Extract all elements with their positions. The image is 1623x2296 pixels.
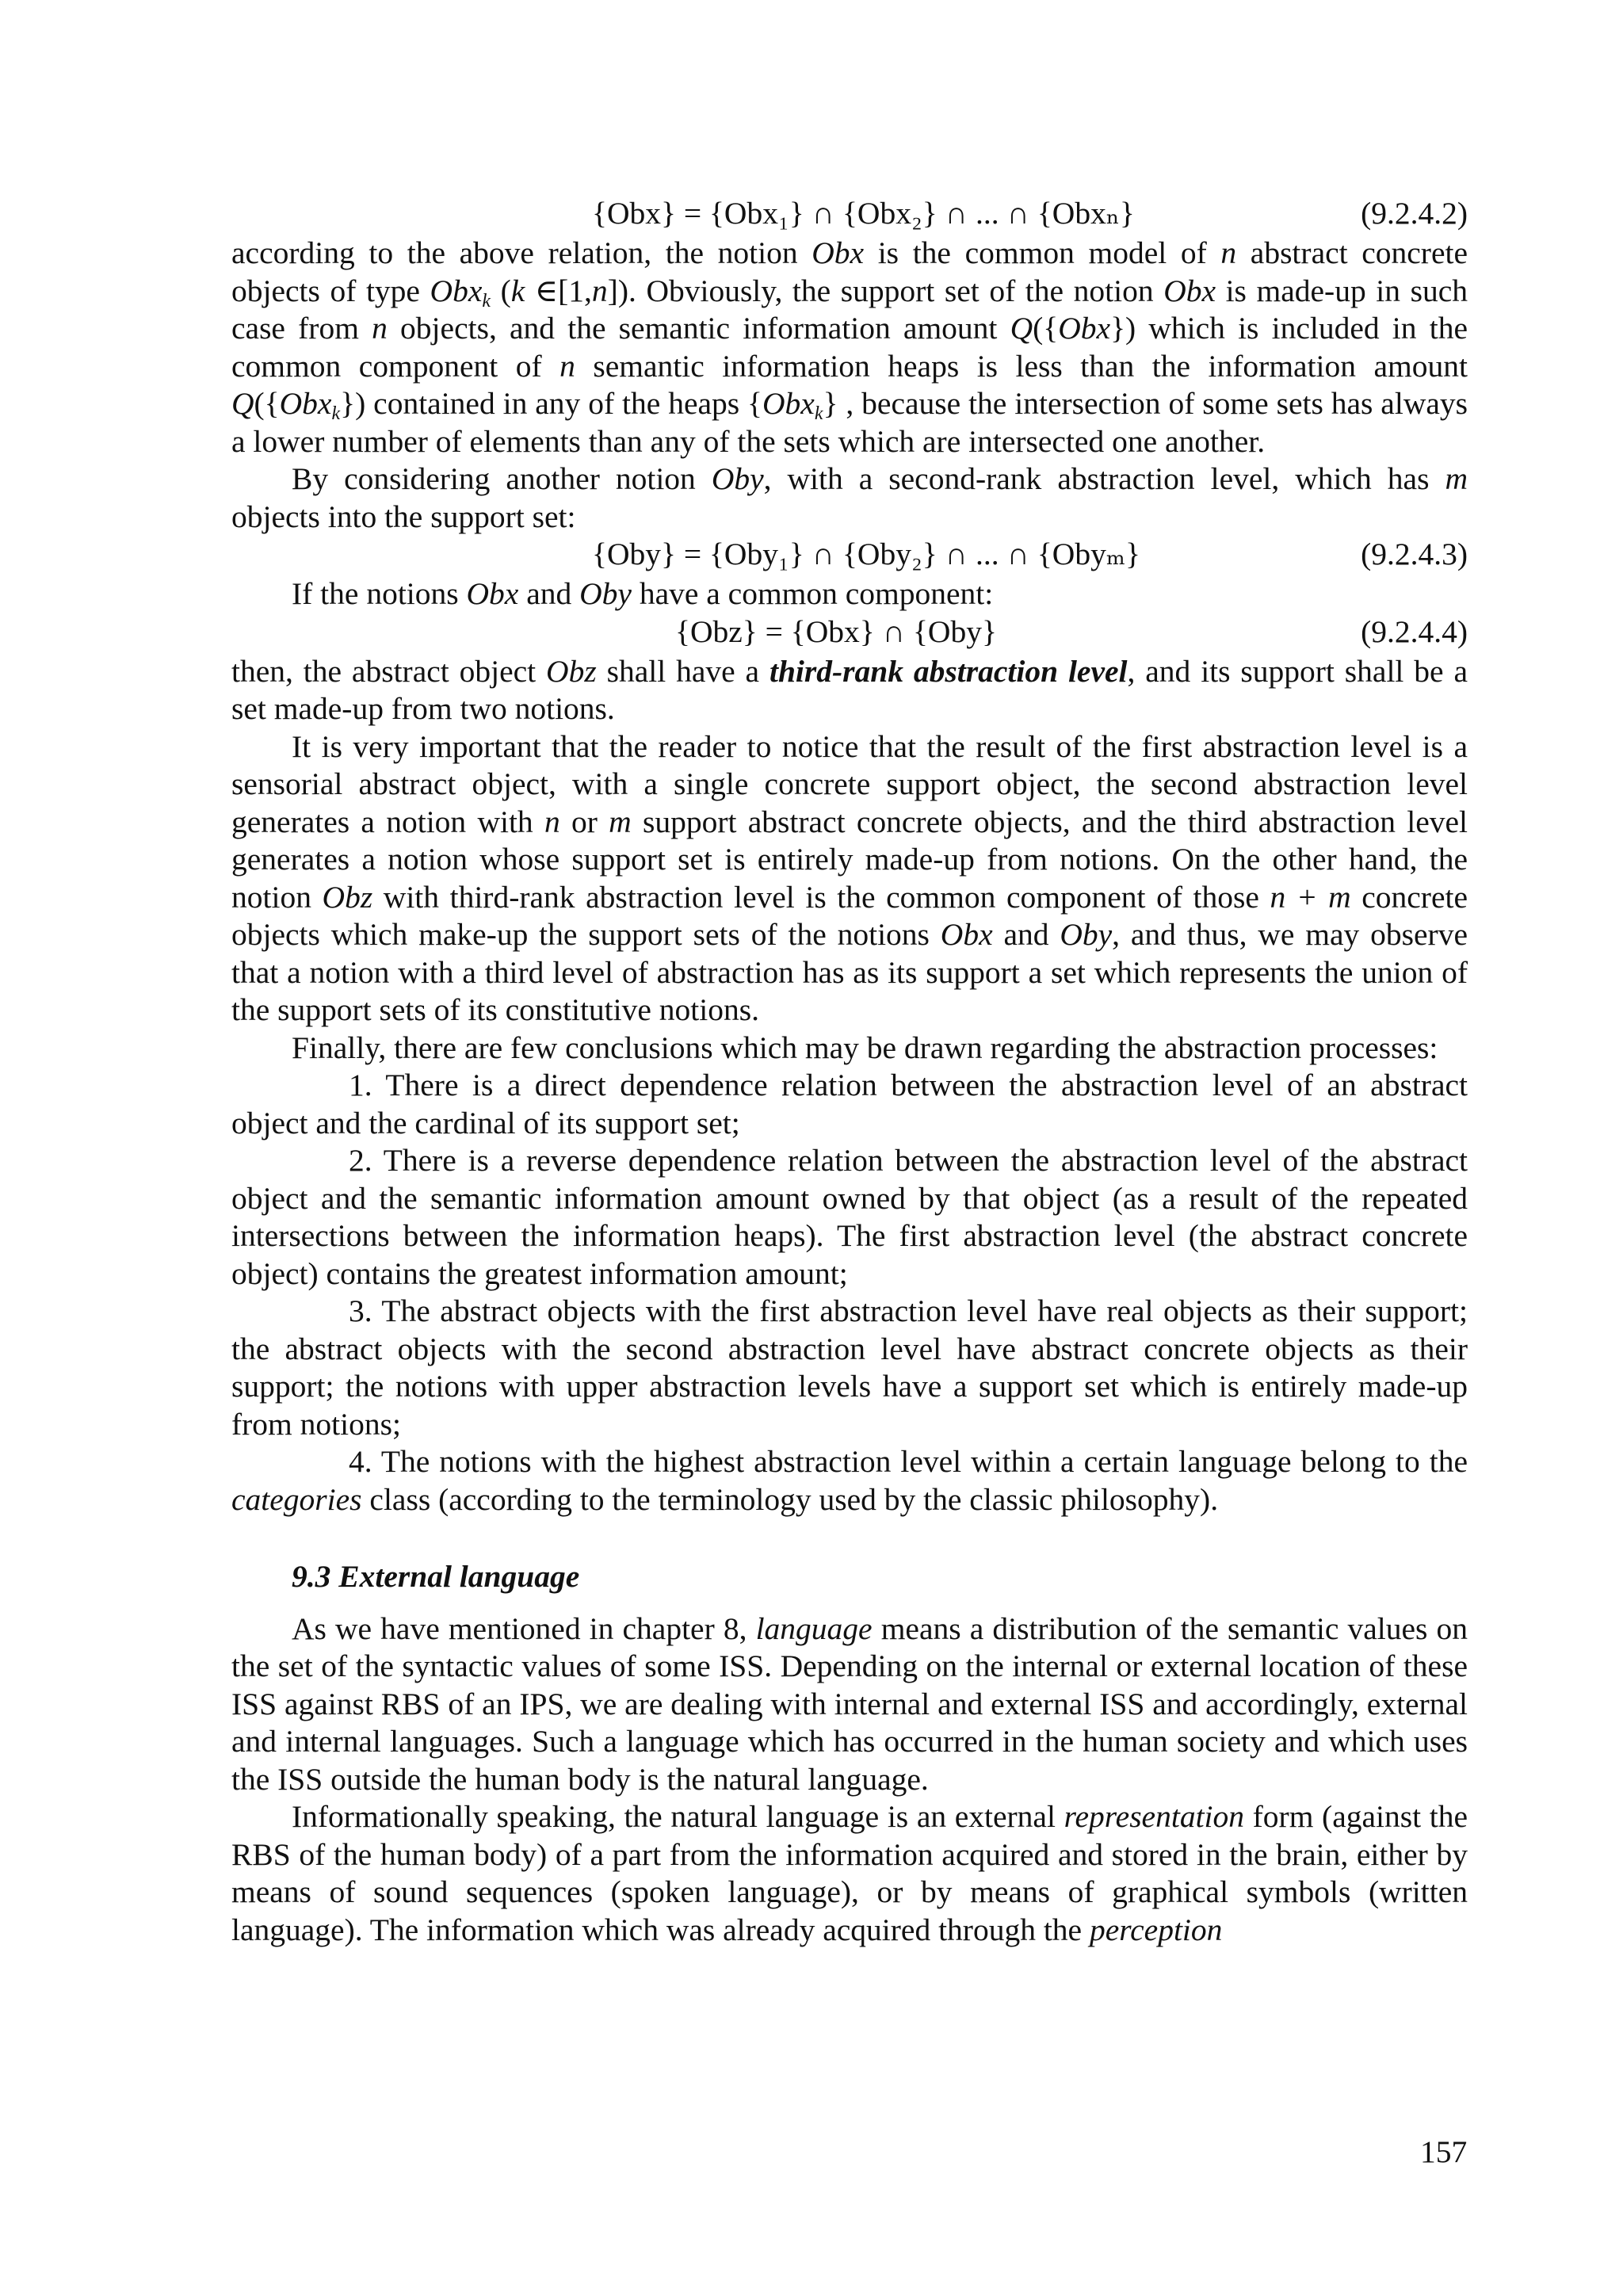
paragraph-abstraction-levels: It is very important that the reader to notice that the result of the first abstraction level is a sensorial abstract object, with a single concrete support object, the second abstraction level generates a notion with n or m support abstract concrete objects, and the third abstraction level generates a notion whose support set is entirely made-up from notions. On the other hand, the notion Obz with third-rank abstraction level is the common component of those n + m concrete objects which make-up the support sets of the notions Obx and Oby, and thus, we may observe that a notion with a third level of abstraction has as its support a set which represents the union of the support sets of its constitutive notions. [231,728,1468,1027]
equation-9-2-4-2 [231,195,1468,235]
equation-number: (9.2.4.2) [1361,196,1468,231]
equation-number: (9.2.4.4) [1361,613,1468,649]
paragraph-third-rank: then, the abstract object Obz shall have a third-rank abstraction level, and its support shall be a set made-up from two notions. [231,653,1468,726]
equation-9-2-4-3 [231,536,1468,575]
equation-number: (9.2.4.3) [1361,537,1468,571]
paragraph-common-component: If the notions Obx and Oby have a common component: [292,576,994,611]
paragraph-conclusions: Finally, there are few conclusions which may be drawn regarding the abstraction processes: [292,1030,1438,1065]
paragraph-obx-model: according to the above relation, the notion Obx is the common model of n abstract concrete objects of type Obx$_k$ (k ∈[1,n]). Obviously, the support set of the notion Obx is made-up in such case from n objects, and the semantic information amount Q({Obx}) which is included in the common component of n semantic information heaps is less than the information amount Q({Obx$_k$}) contained in any of the heaps {Obx$_k$} , because the intersection of some sets has always a lower number of elements than any of the sets which are intersected one another. [231,235,1468,459]
equation-formula: {Obx} = {Obx₁} ∩ {Obx₂} ∩ ... ∩ {Obxₙ} [592,196,1135,231]
equation-formula: {Obz} = {Obx} ∩ {Oby} [675,613,997,649]
list-item: 4. The notions with the highest abstraction level within a certain language belong to the categories class (according to the terminology used by the classic philosophy). [231,1444,1468,1517]
list-item: 1. There is a direct dependence relation between the abstraction level of an abstract object and the cardinal of its support set; [231,1068,1468,1140]
section-title: 9.3 External language [292,1559,580,1594]
equation-formula: {Oby} = {Oby₁} ∩ {Oby₂} ∩ ... ∩ {Obyₘ} [592,537,1141,571]
equation-9-2-4-4 [231,613,1468,653]
page-number: 157 [1420,2134,1468,2169]
paragraph-natural-language: Informationally speaking, the natural language is an external representation form (against the RBS of the human body) of a part from the information acquired and stored in the brain, either by means of sound sequences (spoken language), or by means of graphical symbols (written language). The information which was already acquired through the perception [231,1799,1468,1947]
list-item: 3. The abstract objects with the first abstraction level have real objects as their support; the abstract objects with the second abstraction level have abstract concrete objects as their support; the notions with upper abstraction levels have a support set which is entirely made-up from notions; [231,1293,1468,1442]
paragraph-language-definition: As we have mentioned in chapter 8, language means a distribution of the semantic values on the set of the syntactic values of some ISS. Depending on the internal or external location of these ISS against RBS of an IPS, we are dealing with internal and external ISS and accordingly, external and internal languages. Such a language which has occurred in the human society and which uses the ISS outside the human body is the natural language. [231,1610,1468,1797]
body-text [231,195,1468,1949]
list-item: 2. There is a reverse dependence relation between the abstraction level of the abstract object and the semantic information amount owned by that object (as a result of the repeated intersections between the information heaps). The first abstraction level (the abstract concrete object) contains the greatest information amount; [231,1143,1468,1291]
paragraph-oby-notion: By considering another notion Oby, with a second-rank abstraction level, which has m objects into the support set: [231,461,1468,534]
